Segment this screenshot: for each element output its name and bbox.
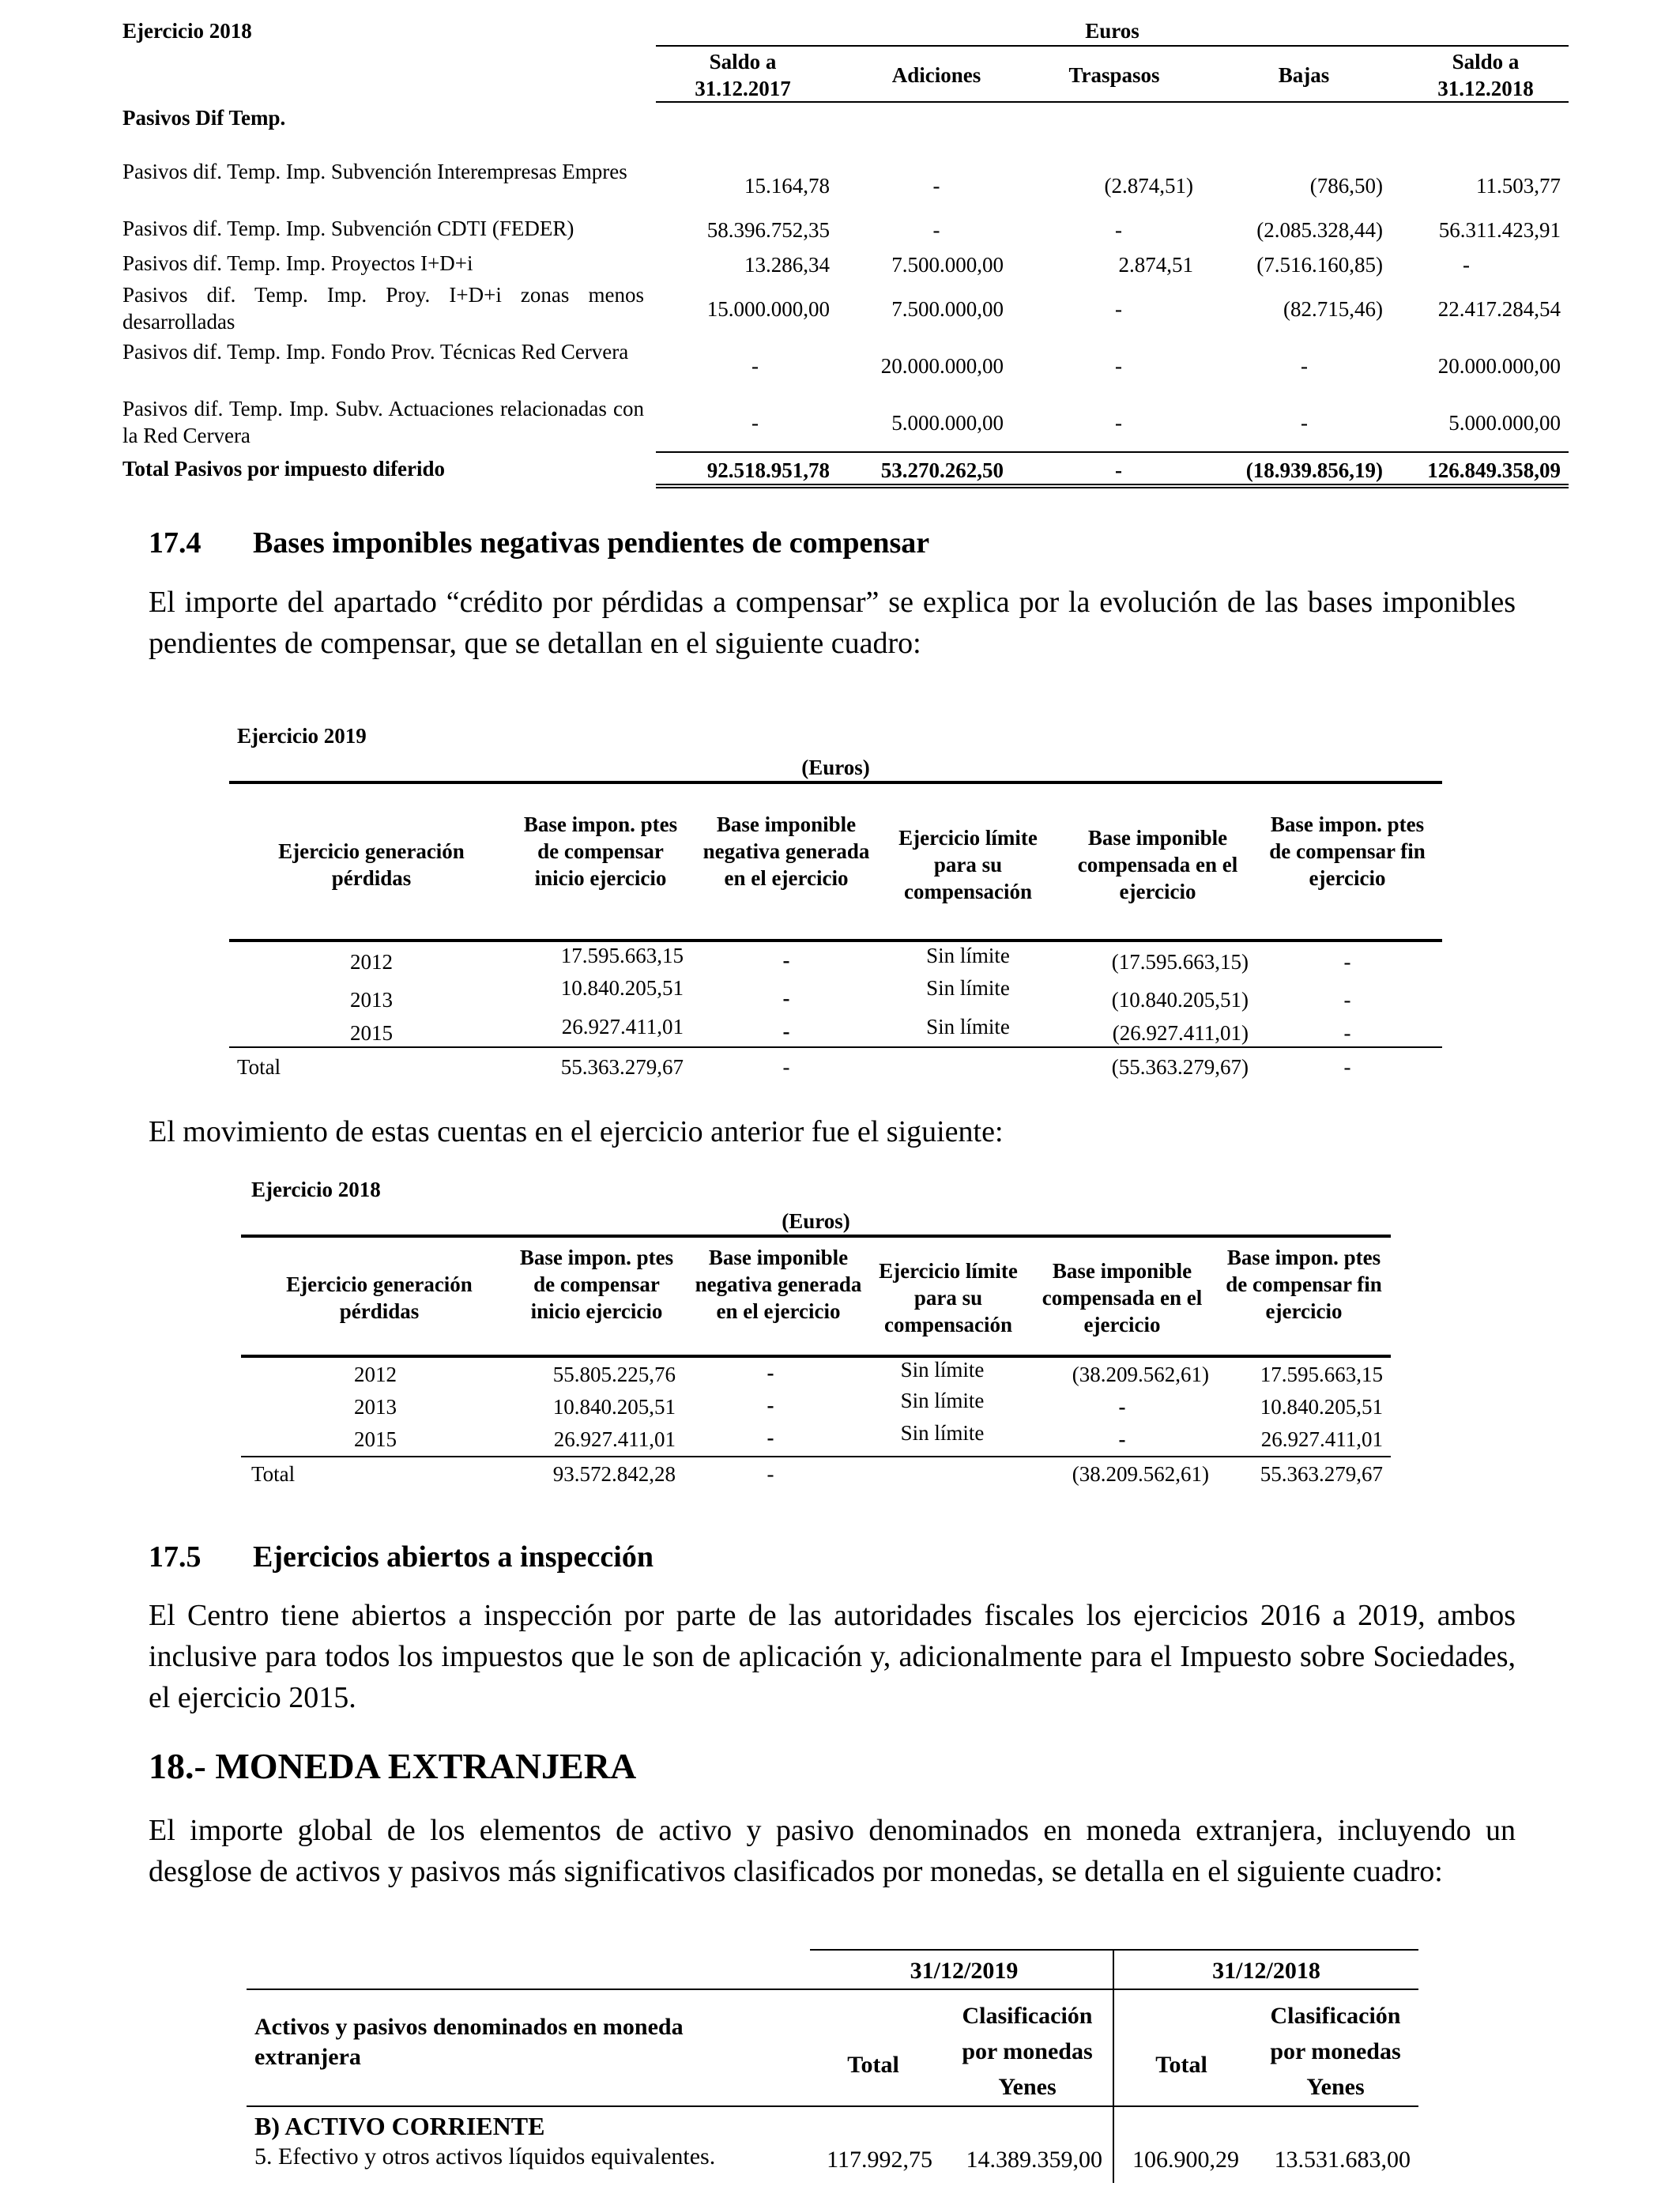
row-label: Pasivos dif. Temp. Imp. Proy. I+D+i zonas menos desarrolladas [122,283,644,334]
cell: 10.840.205,51 [560,976,684,1000]
cell: 26.927.411,01 [553,1427,676,1451]
col-header: Saldo a 31.12.2018 [1437,50,1534,100]
section-title: Ejercicios abiertos a inspección [253,1540,654,1574]
date-header: 31/12/2019 [910,1958,1019,1984]
cell: 7.500.000,00 [891,297,1004,321]
cell: 17.595.663,15 [560,944,684,967]
cell: Sin límite [900,1358,985,1382]
col-header: Adiciones [891,63,981,87]
total-cell: (38.209.562,61) [1072,1462,1209,1486]
cell: - [1301,411,1308,435]
row-label: Pasivos dif. Temp. Imp. Proyectos I+D+i [122,251,473,275]
cell: 56.311.423,91 [1438,218,1561,242]
total-label: Total Pasivos por impuesto diferido [122,457,446,481]
cell: - [1115,297,1122,321]
total-cell: (18.939.856,19) [1245,458,1383,482]
col-header: Ejercicio límite para su compensación [879,1259,1018,1336]
moneda-label: Activos y pasivos denominados en moneda extranjera [254,2014,684,2070]
cell: 13.531.683,00 [1274,2147,1411,2173]
total-cell: 93.572.842,28 [552,1462,676,1486]
cell: - [932,174,940,198]
total-cell: 55.363.279,67 [560,1055,684,1079]
cell: 2015 [354,1427,397,1451]
cell: - [767,1393,774,1417]
cell: 20.000.000,00 [1437,354,1561,378]
cell: 55.805.225,76 [552,1363,676,1386]
cell: 10.840.205,51 [552,1395,676,1419]
col-header: Traspasos [1068,63,1160,87]
col-header: Base impon. ptes de compensar inicio ejercicio [523,812,678,890]
cell: (10.840.205,51) [1111,988,1249,1012]
row-label: Pasivos dif. Temp. Imp. Subv. Actuaciones relacionadas con la Red Cervera [122,397,644,447]
cell: - [767,1361,774,1385]
currency-header: Yenes [1306,2074,1365,2100]
rule [810,1949,1418,1951]
currency-label: (Euros) [801,756,870,779]
cell: 22.417.284,54 [1437,297,1561,321]
cell: 15.164,78 [744,174,830,198]
col-header: Bajas [1278,63,1330,87]
cell: 15.000.000,00 [706,297,830,321]
cell: Sin límite [900,1389,985,1412]
col-header: Ejercicio generación pérdidas [286,1272,473,1323]
cell: (17.595.663,15) [1111,950,1249,974]
cell: - [1118,1427,1126,1451]
currency-label: (Euros) [782,1209,850,1233]
cell: Sin límite [926,944,1010,967]
cell: 58.396.752,35 [706,218,830,242]
clasif-header: Clasificación por monedas [962,2003,1093,2064]
cell: - [767,1426,774,1449]
cell: 106.900,29 [1132,2147,1239,2173]
cell: 2.874,51 [1118,253,1193,277]
col-header: Base impon. ptes de compensar fin ejercicio [1226,1246,1382,1323]
cell: - [1115,218,1122,242]
section-title: Bases imponibles negativas pendientes de compensar [253,526,930,560]
total-cell: 55.363.279,67 [1260,1462,1383,1486]
col-header: Base imponible compensada en el ejercicio [1077,826,1238,903]
cell: 14.389.359,00 [966,2147,1102,2173]
cell: (7.516.160,85) [1256,253,1383,277]
cell: 17.595.663,15 [1260,1363,1383,1386]
cell: 5.000.000,00 [1448,411,1561,435]
paragraph: El movimiento de estas cuentas en el ejercicio anterior fue el siguiente: [149,1115,1004,1148]
rule [241,1235,1391,1238]
cell: 2013 [354,1395,397,1419]
section-label: B) ACTIVO CORRIENTE [254,2112,545,2140]
cell: 2015 [350,1021,393,1045]
total-label: Total [251,1462,296,1486]
total-cell: - [1115,458,1122,482]
cell: - [1343,1021,1351,1045]
cell: - [782,1020,790,1043]
rule [247,1989,1418,1990]
chapter-title: 18.- MONEDA EXTRANJERA [149,1746,637,1786]
cell: - [1115,354,1122,378]
rule [229,1046,1442,1048]
col-header: Base imponible negativa generada en el ejercicio [695,1246,862,1323]
paragraph: El importe global de los elementos de activo y pasivo denominados en moneda extranjera, incluyendo un desglose de activos y pasivos más significativos clasificados por monedas, se detalla en el siguiente cuadro: [149,1814,1516,1888]
total-cell: - [1343,1055,1351,1079]
cell: - [1343,988,1351,1012]
total-cell: 53.270.262,50 [880,458,1004,482]
section-number: 17.5 [149,1540,202,1574]
row-label: Pasivos dif. Temp. Imp. Subvención Interempresas Empres [122,160,627,183]
currency-header: Yenes [998,2074,1057,2100]
rule [241,1456,1391,1457]
currency-label: Euros [1085,19,1139,43]
cell: - [782,986,790,1010]
paragraph: El Centro tiene abiertos a inspección por parte de las autoridades fiscales los ejercicios 2016 a 2019, ambos inclusive para todos los impuestos que le son de aplicación y, adicionalmente para el Impuesto sobre Sociedades, el ejercicio 2015. [149,1599,1516,1714]
rule [229,939,1442,942]
row-label: Pasivos dif. Temp. Imp. Fondo Prov. Técnicas Red Cervera [122,340,629,364]
total-cell: - [782,1055,790,1079]
col-header: Ejercicio límite para su compensación [898,826,1038,903]
cell: 11.503,77 [1476,174,1561,198]
total-cell: - [767,1462,774,1486]
row-label: 5. Efectivo y otros activos líquidos equivalentes. [254,2143,716,2169]
total-header: Total [1155,2052,1207,2078]
date-header: 31/12/2018 [1212,1958,1320,1984]
rule [247,2105,1418,2107]
cell: 117.992,75 [827,2147,932,2173]
cell: - [1115,411,1122,435]
cell: - [1343,950,1351,974]
cell: 5.000.000,00 [891,411,1004,435]
row-label: Pasivos dif. Temp. Imp. Subvención CDTI (FEDER) [122,217,574,240]
exercise-label: Ejercicio 2018 [122,19,252,43]
total-cell: (55.363.279,67) [1111,1055,1249,1079]
cell: - [1301,354,1308,378]
cell: 10.840.205,51 [1260,1395,1383,1419]
total-cell: 92.518.951,78 [706,458,830,482]
cell: - [932,218,940,242]
col-header: Ejercicio generación pérdidas [278,839,465,890]
cell: - [1463,253,1470,277]
clasif-header: Clasificación por monedas [1270,2003,1401,2064]
rule [656,45,1569,47]
cell: 26.927.411,01 [561,1015,684,1039]
cell: (2.085.328,44) [1256,218,1383,242]
col-header: Base impon. ptes de compensar inicio ejercicio [519,1246,674,1323]
cell: Sin límite [926,976,1010,1000]
cell: - [782,948,790,972]
cell: (38.209.562,61) [1072,1363,1209,1386]
cell: (82.715,46) [1283,297,1383,321]
cell: 20.000.000,00 [880,354,1004,378]
double-rule [656,484,1569,488]
cell: 26.927.411,01 [1260,1427,1383,1451]
section-number: 17.4 [149,526,202,560]
total-header: Total [847,2052,899,2078]
exercise-label: Ejercicio 2018 [251,1178,381,1201]
cell: 13.286,34 [744,253,830,277]
rule [656,101,1569,103]
col-header: Base imponible compensada en el ejercicio [1042,1259,1203,1336]
total-label: Total [237,1055,281,1079]
cell: (2.874,51) [1104,174,1193,198]
rule [229,781,1442,784]
cell: 7.500.000,00 [891,253,1004,277]
total-cell: 126.849.358,09 [1427,458,1561,482]
cell: - [751,354,759,378]
cell: (26.927.411,01) [1112,1021,1249,1045]
col-header: Saldo a 31.12.2017 [695,50,791,100]
cell: 2013 [350,988,393,1012]
rule [241,1355,1391,1358]
col-header: Base impon. ptes de compensar fin ejercicio [1269,812,1426,890]
cell: Sin límite [900,1421,985,1445]
rule [656,451,1569,453]
cell: - [1118,1395,1126,1419]
col-header: Base imponible negativa generada en el ejercicio [703,812,870,890]
paragraph: El importe del apartado “crédito por pérdidas a compensar” se explica por la evolución de las bases imponibles pendientes de compensar, que se detallan en el siguiente cuadro: [149,586,1516,660]
exercise-label: Ejercicio 2019 [237,724,367,748]
cell: Sin límite [926,1015,1010,1039]
cell: 2012 [354,1363,397,1386]
cell: (786,50) [1309,174,1383,198]
cell: 2012 [350,950,393,974]
section-label: Pasivos Dif Temp. [122,106,286,130]
cell: - [751,411,759,435]
